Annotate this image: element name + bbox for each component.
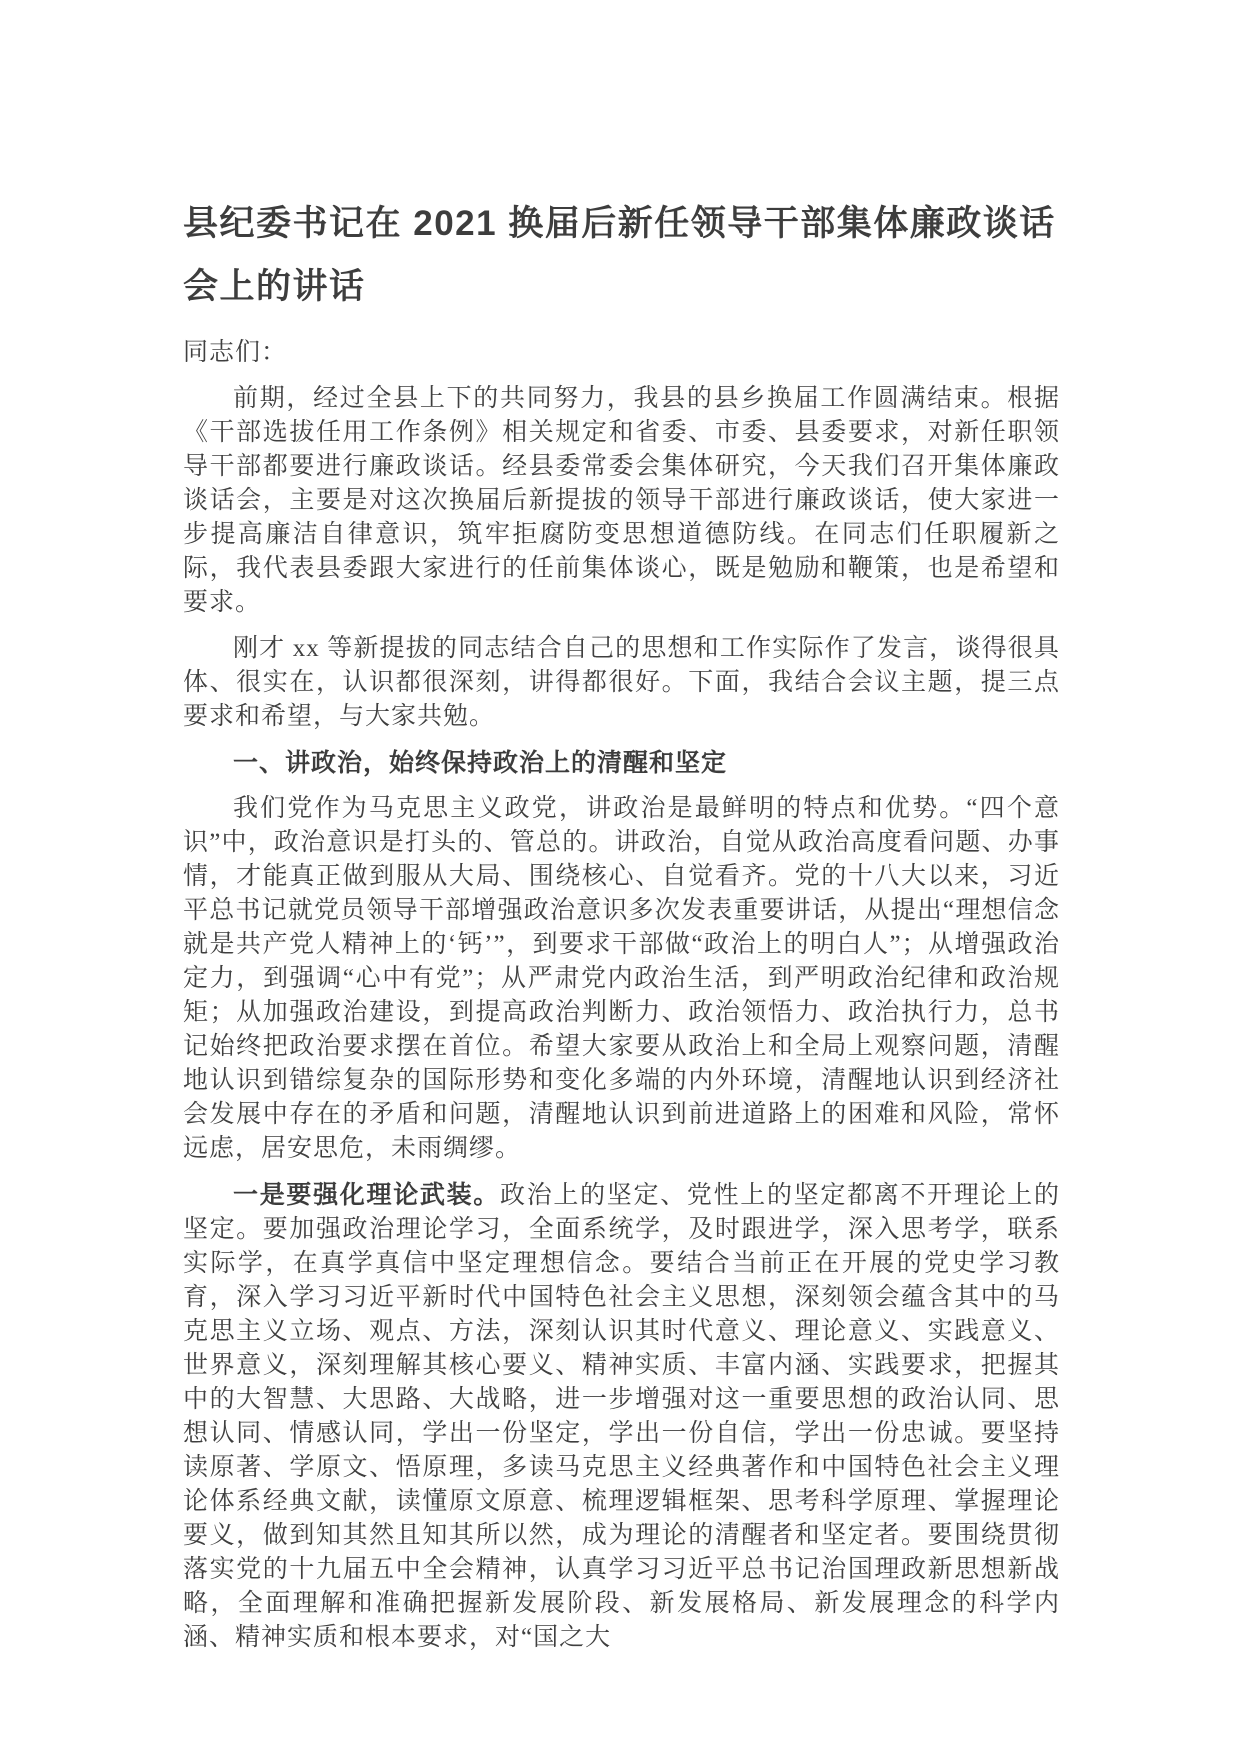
paragraph-politics-text: 我们党作为马克思主义政党，讲政治是最鲜明的特点和优势。“四个意识”中，政治意识是打头的、管总的。讲政治，自觉从政治高度看问题、办事情，才能真正做到服从大局、围绕核心、自觉看齐。党的十八大以来，习近平总书记就党员领导干部增强政治意识多次发表重要讲话，从提出“理想信念就是共产党人精神上的‘钙’”，到要求干部做“政治上的明白人”；从增强政治定力，到强调“心中有党”；从严肃党内政治生活，到严明政治纪律和政治规矩；从加强政治建设，到提高政治判断力、政治领悟力、政治执行力，总书记始终把政治要求摆在首位。希望大家要从政治上和全局上观察问题，清醒地认识到错综复杂的国际形势和变化多端的内外环境，清醒地认识到经济社会发展中存在的矛盾和问题，清醒地认识到前进道路上的困难和风险，常怀远虑，居安思危，未雨绸缪。 [183,795,1060,1162]
paragraph-theory [183,1178,1060,1655]
salutation: 同志们： [183,339,288,366]
section-heading-1: 一、讲政治，始终保持政治上的清醒和坚定 [233,749,728,777]
paragraph-theory-text: 政治上的坚定、党性上的坚定都离不开理论上的坚定。要加强政治理论学习，全面系统学，及时跟进学，深入思考学，联系实际学，在真学真信中坚定理想信念。要结合当前正在开展的党史学习教育，深入学习习近平新时代中国特色社会主义思想，深刻领会蕴含其中的马克思主义立场、观点、方法，深刻认识其时代意义、理论意义、实践意义、世界意义，深刻理解其核心要义、精神实质、丰富内涵、实践要求，把握其中的大智慧、大思路、大战略，进一步增强对这一重要思想的政治认同、思想认同、情感认同，学出一份坚定，学出一份自信，学出一份忠诚。要坚持读原著、学原文、悟原理，多读马克思主义经典著作和中国特色社会主义理论体系经典文献，读懂原文原意、梳理逻辑框架、思考科学原理、掌握理论要义，做到知其然且知其所以然，成为理论的清醒者和坚定者。要围绕贯彻落实党的十九届五中全会精神，认真学习习近平总书记治国理政新思想新战略，全面理解和准确把握新发展阶段、新发展格局、新发展理念的科学内涵、精神实质和根本要求，对“国之大 [183,1182,1060,1651]
paragraph-politics [183,792,1060,1166]
paragraph-intro: 前期，经过全县上下的共同努力，我县的县乡换届工作圆满结束。根据《干部选拔任用工作条例》相关规定和省委、市委、县委要求，对新任职领导干部都要进行廉政谈话。经县委常委会集体研究，今天我们召开集体廉政谈话会，主要是对这次换届后新提拔的领导干部进行廉政谈话，使大家进一步提高廉洁自律意识，筑牢拒腐防变思想道德防线。在同志们任职履新之际，我代表县委跟大家进行的任前集体谈心，既是勉励和鞭策，也是希望和要求。 [183,385,1060,616]
document-title: 县纪委书记在 2021 换届后新任领导干部集体廉政谈话会上的讲话 [183,204,1056,306]
paragraph-remarks: 刚才 xx 等新提拔的同志结合自己的思想和工作实际作了发言，谈得很具体、很实在，认识都很深刻，讲得都很好。下面，我结合会议主题，提三点要求和希望，与大家共勉。 [183,635,1060,730]
paragraph-theory-lead: 一是要强化理论武装。 [233,1181,500,1209]
